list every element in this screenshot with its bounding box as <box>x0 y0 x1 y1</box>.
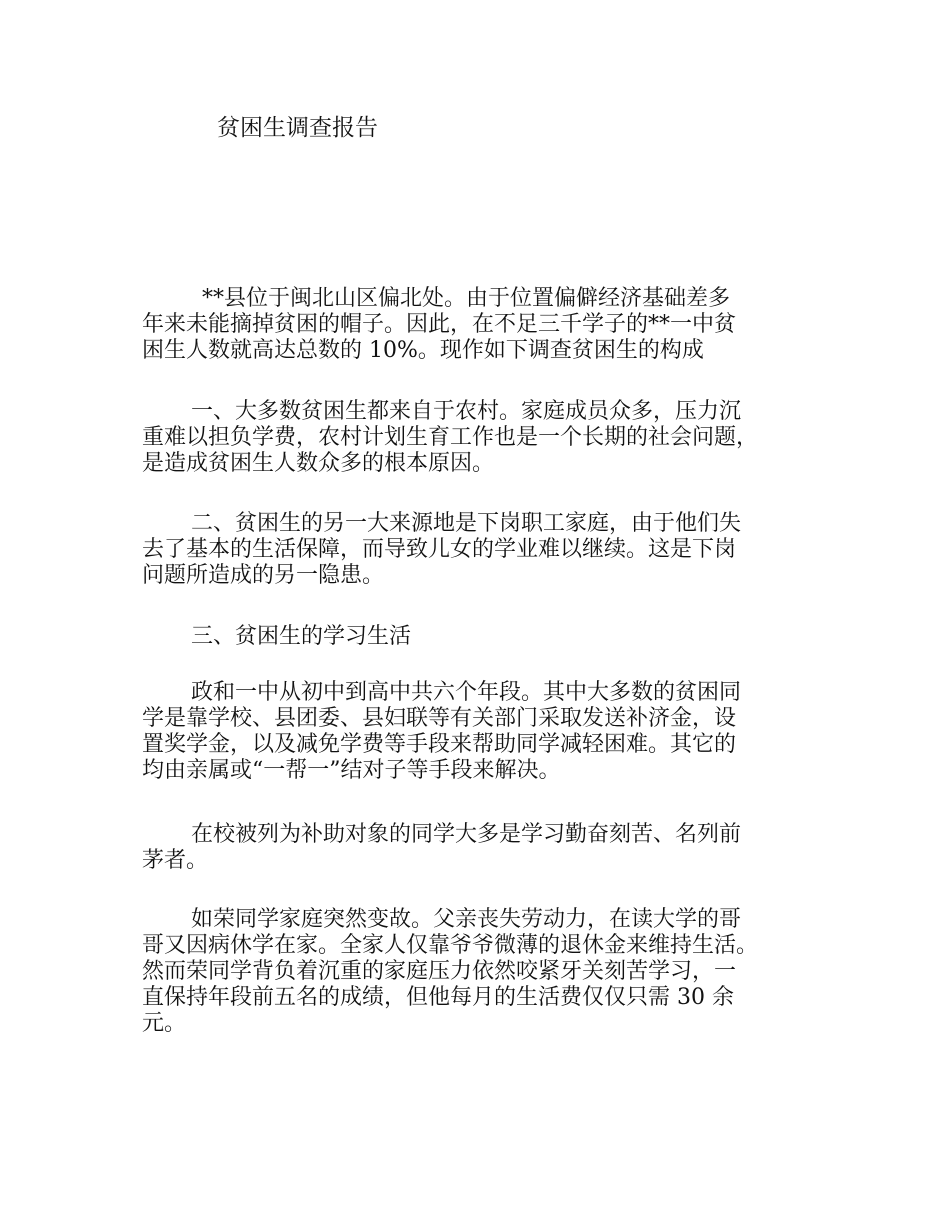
text-line: 茅者。 <box>142 848 209 873</box>
paragraph-school-aid <box>142 680 842 784</box>
document-title: 贫困生调查报告 <box>217 115 378 141</box>
text-line: 如荣同学家庭突然变故。父亲丧失劳动力，在读大学的哥 <box>191 907 742 932</box>
text-line: 政和一中从初中到高中共六个年段。其中大多数的贫困同 <box>191 680 742 705</box>
text-line: 年来未能摘掉贫困的帽子。因此，在不足三千学子的**一中贫 <box>142 312 737 337</box>
text-line: 二、贫困生的另一大来源地是下岗职工家庭，由于他们失 <box>191 511 742 536</box>
text-line: 均由亲属或“一帮一”结对子等手段来解决。 <box>142 758 561 783</box>
section-heading-study-life <box>142 624 842 650</box>
paragraph-student-example <box>142 907 842 1037</box>
text-line: 重难以担负学费，农村计划生育工作也是一个长期的社会问题， <box>142 425 759 450</box>
text-line: 然而荣同学背负着沉重的家庭压力依然咬紧牙关刻苦学习，一 <box>142 959 737 984</box>
text-line: 三、贫困生的学习生活 <box>191 624 412 649</box>
text-line: **县位于闽北山区偏北处。由于位置偏僻经济基础差多 <box>202 286 731 311</box>
text-line: 是造成贫困生人数众多的根本原因。 <box>142 451 495 476</box>
paragraph-laid-off-families <box>142 511 842 589</box>
text-line: 元。 <box>142 1011 187 1036</box>
text-line: 在校被列为补助对象的同学大多是学习勤奋刻苦、名列前 <box>191 822 742 847</box>
paragraph-rural-origin <box>142 399 842 477</box>
text-line: 去了基本的生活保障，而导致儿女的学业难以继续。这是下岗 <box>142 537 737 562</box>
text-line: 困生人数就高达总数的 10%。现作如下调查贫困生的构成 <box>142 338 704 363</box>
text-line: 学是靠学校、县团委、县妇联等有关部门采取发送补济金，设 <box>142 706 737 731</box>
text-line: 直保持年段前五名的成绩，但他每月的生活费仅仅只需 30 余 <box>142 985 734 1010</box>
text-line: 哥又因病休学在家。全家人仅靠爷爷微薄的退休金来维持生活。 <box>142 933 759 958</box>
paragraph-intro <box>142 286 842 364</box>
text-line: 置奖学金，以及减免学费等手段来帮助同学减轻困难。其它的 <box>142 732 737 757</box>
text-line: 问题所造成的另一隐患。 <box>142 563 385 588</box>
text-line: 一、大多数贫困生都来自于农村。家庭成员众多，压力沉 <box>191 399 742 424</box>
paragraph-aid-recipients <box>142 822 842 874</box>
